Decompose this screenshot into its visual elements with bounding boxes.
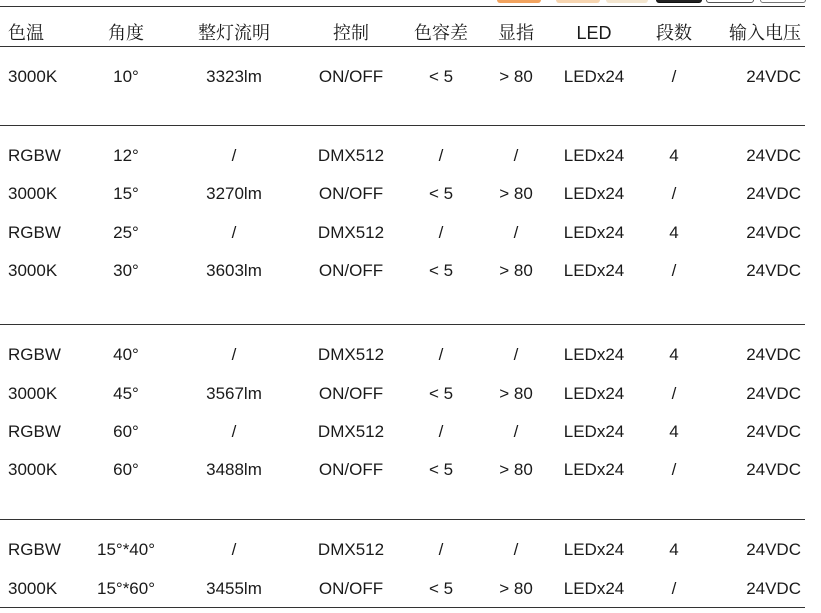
cell-color-tolerance: < 5	[428, 384, 454, 403]
group-divider	[0, 324, 805, 325]
header-segments: 段数	[656, 23, 692, 43]
cell-input-voltage: 24VDC	[746, 345, 801, 364]
cell-luminous-flux: 3455lm	[206, 579, 262, 598]
cell-beam-angle: 25°	[113, 223, 139, 242]
cell-led: LEDx24	[563, 384, 625, 403]
header-color-temp: 色温	[8, 23, 44, 43]
cell-color-temp: RGBW	[8, 422, 61, 441]
table-row	[0, 181, 821, 207]
header-luminous-flux: 整灯流明	[198, 23, 270, 43]
table-row	[0, 342, 821, 368]
cell-cri: /	[513, 422, 519, 441]
cell-cri: /	[513, 146, 519, 165]
cell-luminous-flux: 3323lm	[206, 67, 262, 86]
cell-beam-angle: 45°	[113, 384, 139, 403]
cell-input-voltage: 24VDC	[746, 460, 801, 479]
group-divider	[0, 125, 805, 126]
cell-segments: /	[671, 184, 677, 203]
cell-luminous-flux: /	[231, 146, 237, 165]
table-row	[0, 258, 821, 284]
cell-input-voltage: 24VDC	[746, 184, 801, 203]
cell-beam-angle: 40°	[113, 345, 139, 364]
color-swatch-black[interactable]	[656, 0, 702, 3]
cell-segments: 4	[669, 345, 679, 364]
cell-color-temp: RGBW	[8, 540, 61, 559]
cell-control: DMX512	[317, 540, 385, 559]
cell-color-tolerance: < 5	[428, 261, 454, 280]
cell-cri: /	[513, 540, 519, 559]
cell-color-temp: 3000K	[8, 460, 58, 479]
header-control: 控制	[333, 23, 369, 43]
header-divider	[0, 46, 805, 47]
color-swatch-orange[interactable]	[497, 0, 541, 3]
cell-input-voltage: 24VDC	[746, 579, 801, 598]
cell-led: LEDx24	[563, 184, 625, 203]
cell-beam-angle: 60°	[113, 422, 139, 441]
cell-color-temp: 3000K	[8, 67, 58, 86]
cell-color-tolerance: /	[438, 345, 444, 364]
cell-cri: > 80	[499, 67, 533, 86]
cell-control: ON/OFF	[318, 384, 384, 403]
cell-beam-angle: 15°*60°	[96, 579, 156, 598]
cell-segments: /	[671, 384, 677, 403]
cell-color-temp: RGBW	[8, 146, 61, 165]
table-row	[0, 64, 821, 90]
cell-led: LEDx24	[563, 261, 625, 280]
cell-control: ON/OFF	[318, 261, 384, 280]
cell-beam-angle: 12°	[113, 146, 139, 165]
cell-segments: 4	[669, 540, 679, 559]
cell-control: ON/OFF	[318, 460, 384, 479]
cell-color-tolerance: /	[438, 223, 444, 242]
color-swatch-white-alt[interactable]	[760, 0, 806, 3]
cell-beam-angle: 15°	[113, 184, 139, 203]
cell-color-temp: 3000K	[8, 184, 58, 203]
cell-luminous-flux: /	[231, 540, 237, 559]
table-top-rule	[0, 6, 805, 7]
cell-led: LEDx24	[563, 223, 625, 242]
cell-beam-angle: 15°*40°	[96, 540, 156, 559]
cell-led: LEDx24	[563, 146, 625, 165]
table-row	[0, 537, 821, 563]
cell-segments: 4	[669, 422, 679, 441]
header-cri: 显指	[498, 23, 534, 43]
cell-control: DMX512	[317, 146, 385, 165]
cell-color-tolerance: < 5	[428, 460, 454, 479]
cell-beam-angle: 60°	[113, 460, 139, 479]
cell-color-tolerance: < 5	[428, 67, 454, 86]
cell-luminous-flux: /	[231, 223, 237, 242]
cell-color-temp: RGBW	[8, 345, 61, 364]
color-swatch-cream[interactable]	[606, 0, 648, 3]
cell-led: LEDx24	[563, 540, 625, 559]
cell-control: ON/OFF	[318, 67, 384, 86]
cell-led: LEDx24	[563, 345, 625, 364]
cell-luminous-flux: 3270lm	[206, 184, 262, 203]
cell-segments: /	[671, 67, 677, 86]
header-input-voltage: 输入电压	[729, 23, 801, 43]
table-row	[0, 576, 821, 602]
cell-beam-angle: 30°	[113, 261, 139, 280]
cell-segments: /	[671, 460, 677, 479]
cell-color-tolerance: /	[438, 146, 444, 165]
cell-luminous-flux: /	[231, 422, 237, 441]
table-row	[0, 220, 821, 246]
table-row	[0, 381, 821, 407]
cell-color-tolerance: /	[438, 540, 444, 559]
cell-color-temp: 3000K	[8, 384, 58, 403]
cell-input-voltage: 24VDC	[746, 146, 801, 165]
cell-control: DMX512	[317, 223, 385, 242]
cell-luminous-flux: 3603lm	[206, 261, 262, 280]
cell-color-tolerance: < 5	[428, 579, 454, 598]
cell-cri: > 80	[499, 579, 533, 598]
cell-cri: > 80	[499, 460, 533, 479]
header-beam-angle: 角度	[108, 23, 144, 43]
color-swatch-peach[interactable]	[556, 0, 600, 3]
cell-cri: > 80	[499, 384, 533, 403]
cell-input-voltage: 24VDC	[746, 384, 801, 403]
cell-cri: > 80	[499, 261, 533, 280]
cell-input-voltage: 24VDC	[746, 223, 801, 242]
table-header-row	[0, 20, 821, 46]
cell-segments: /	[671, 579, 677, 598]
cell-color-temp: 3000K	[8, 579, 58, 598]
table-row	[0, 419, 821, 445]
cell-cri: /	[513, 223, 519, 242]
cell-input-voltage: 24VDC	[746, 67, 801, 86]
table-row	[0, 143, 821, 169]
cell-control: ON/OFF	[318, 579, 384, 598]
cell-input-voltage: 24VDC	[746, 261, 801, 280]
header-color-tolerance: 色容差	[414, 23, 468, 43]
cell-control: DMX512	[317, 345, 385, 364]
group-divider	[0, 519, 805, 520]
cell-beam-angle: 10°	[113, 67, 139, 86]
cell-led: LEDx24	[563, 460, 625, 479]
cell-segments: 4	[669, 223, 679, 242]
cell-segments: 4	[669, 146, 679, 165]
cell-input-voltage: 24VDC	[746, 422, 801, 441]
cell-luminous-flux: 3567lm	[206, 384, 262, 403]
cell-luminous-flux: 3488lm	[206, 460, 262, 479]
cell-cri: > 80	[499, 184, 533, 203]
cell-segments: /	[671, 261, 677, 280]
cell-control: ON/OFF	[318, 184, 384, 203]
color-swatch-white[interactable]	[706, 0, 754, 3]
cell-led: LEDx24	[563, 579, 625, 598]
table-bottom-rule	[0, 607, 805, 608]
cell-cri: /	[513, 345, 519, 364]
cell-color-temp: 3000K	[8, 261, 58, 280]
header-led: LED	[576, 23, 612, 43]
cell-luminous-flux: /	[231, 345, 237, 364]
cell-control: DMX512	[317, 422, 385, 441]
table-row	[0, 457, 821, 483]
cell-color-tolerance: < 5	[428, 184, 454, 203]
cell-input-voltage: 24VDC	[746, 540, 801, 559]
cell-color-tolerance: /	[438, 422, 444, 441]
cell-color-temp: RGBW	[8, 223, 61, 242]
cell-led: LEDx24	[563, 67, 625, 86]
cell-led: LEDx24	[563, 422, 625, 441]
